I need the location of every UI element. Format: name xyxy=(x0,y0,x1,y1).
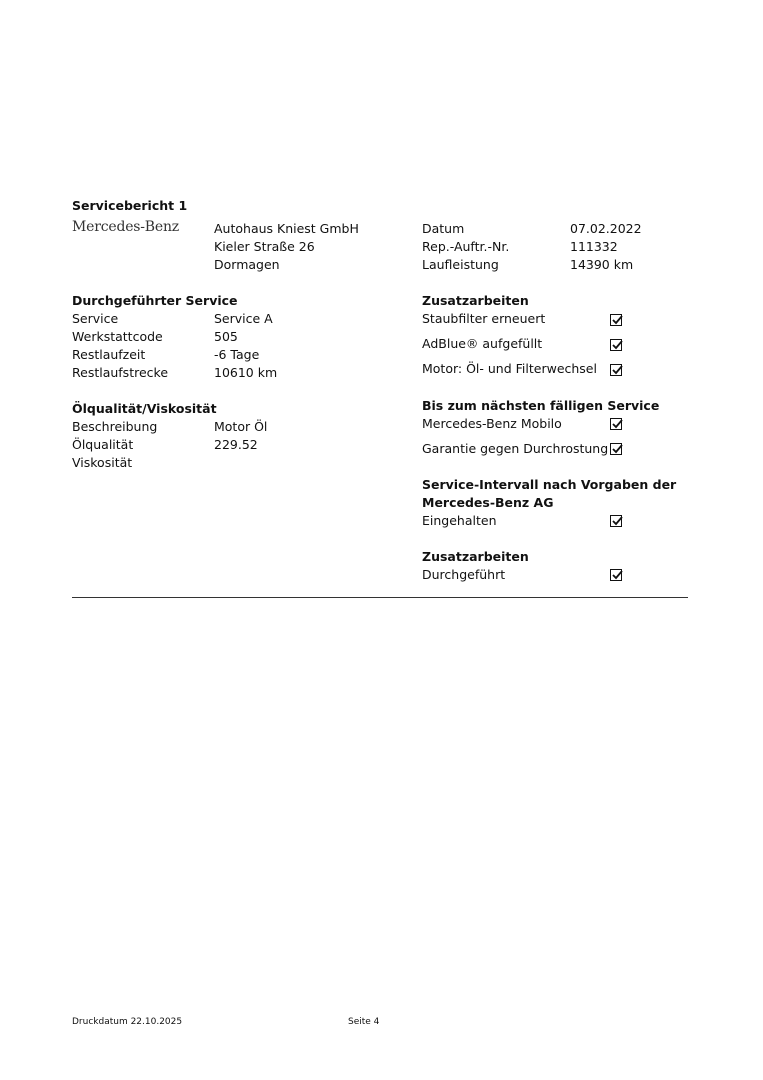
extra-work-2-item-done: Durchgeführt xyxy=(422,567,506,582)
checkbox-checked-icon xyxy=(610,569,622,581)
remaining-time-label: Restlaufzeit xyxy=(72,347,146,362)
oil-quality-label: Ölqualität xyxy=(72,437,134,452)
brand-logo-text: Mercedes-Benz xyxy=(72,219,179,235)
meta-value-mileage: 14390 km xyxy=(570,257,634,272)
remaining-time-value: -6 Tage xyxy=(214,347,260,362)
extra-work-heading: Zusatzarbeiten xyxy=(422,293,529,308)
interval-heading-line2: Mercedes-Benz AG xyxy=(422,495,554,510)
extra-work-item-oil-change: Motor: Öl- und Filterwechsel xyxy=(422,361,597,376)
until-next-item-mobilo: Mercedes-Benz Mobilo xyxy=(422,416,562,431)
section-divider xyxy=(72,597,688,598)
checkbox-checked-icon xyxy=(610,443,622,455)
meta-value-date: 07.02.2022 xyxy=(570,221,642,236)
until-next-item-rust-warranty: Garantie gegen Durchrostung xyxy=(422,441,609,456)
service-label: Service xyxy=(72,311,119,326)
oil-description-value: Motor Öl xyxy=(214,419,268,434)
checkbox-checked-icon xyxy=(610,418,622,430)
oil-quality-value: 229.52 xyxy=(214,437,258,452)
dealer-city: Dormagen xyxy=(214,257,280,272)
checkbox-checked-icon xyxy=(610,364,622,376)
page-number: Seite 4 xyxy=(348,1017,380,1027)
until-next-heading: Bis zum nächsten fälligen Service xyxy=(422,398,660,413)
meta-label-mileage: Laufleistung xyxy=(422,257,499,272)
viscosity-label: Viskosität xyxy=(72,455,133,470)
extra-work-item-adblue: AdBlue® aufgefüllt xyxy=(422,336,543,351)
checkbox-checked-icon xyxy=(610,339,622,351)
service-value: Service A xyxy=(214,311,273,326)
extra-work-item-dust-filter: Staubfilter erneuert xyxy=(422,311,546,326)
report-title: Servicebericht 1 xyxy=(72,198,188,213)
oil-description-label: Beschreibung xyxy=(72,419,158,434)
workshop-code-value: 505 xyxy=(214,329,238,344)
checkbox-checked-icon xyxy=(610,515,622,527)
dealer-name: Autohaus Kniest GmbH xyxy=(214,221,359,236)
print-date: Druckdatum 22.10.2025 xyxy=(72,1017,183,1027)
remaining-distance-label: Restlaufstrecke xyxy=(72,365,169,380)
interval-heading-line1: Service-Intervall nach Vorgaben der xyxy=(422,477,677,492)
meta-value-order: 111332 xyxy=(570,239,618,254)
interval-item-kept: Eingehalten xyxy=(422,513,497,528)
extra-work-2-heading: Zusatzarbeiten xyxy=(422,549,529,564)
checkbox-checked-icon xyxy=(610,314,622,326)
meta-label-date: Datum xyxy=(422,221,465,236)
remaining-distance-value: 10610 km xyxy=(214,365,278,380)
meta-label-order: Rep.-Auftr.-Nr. xyxy=(422,239,510,254)
oil-heading: Ölqualität/Viskosität xyxy=(72,401,217,416)
service-heading: Durchgeführter Service xyxy=(72,293,238,308)
dealer-street: Kieler Straße 26 xyxy=(214,239,315,254)
workshop-code-label: Werkstattcode xyxy=(72,329,163,344)
